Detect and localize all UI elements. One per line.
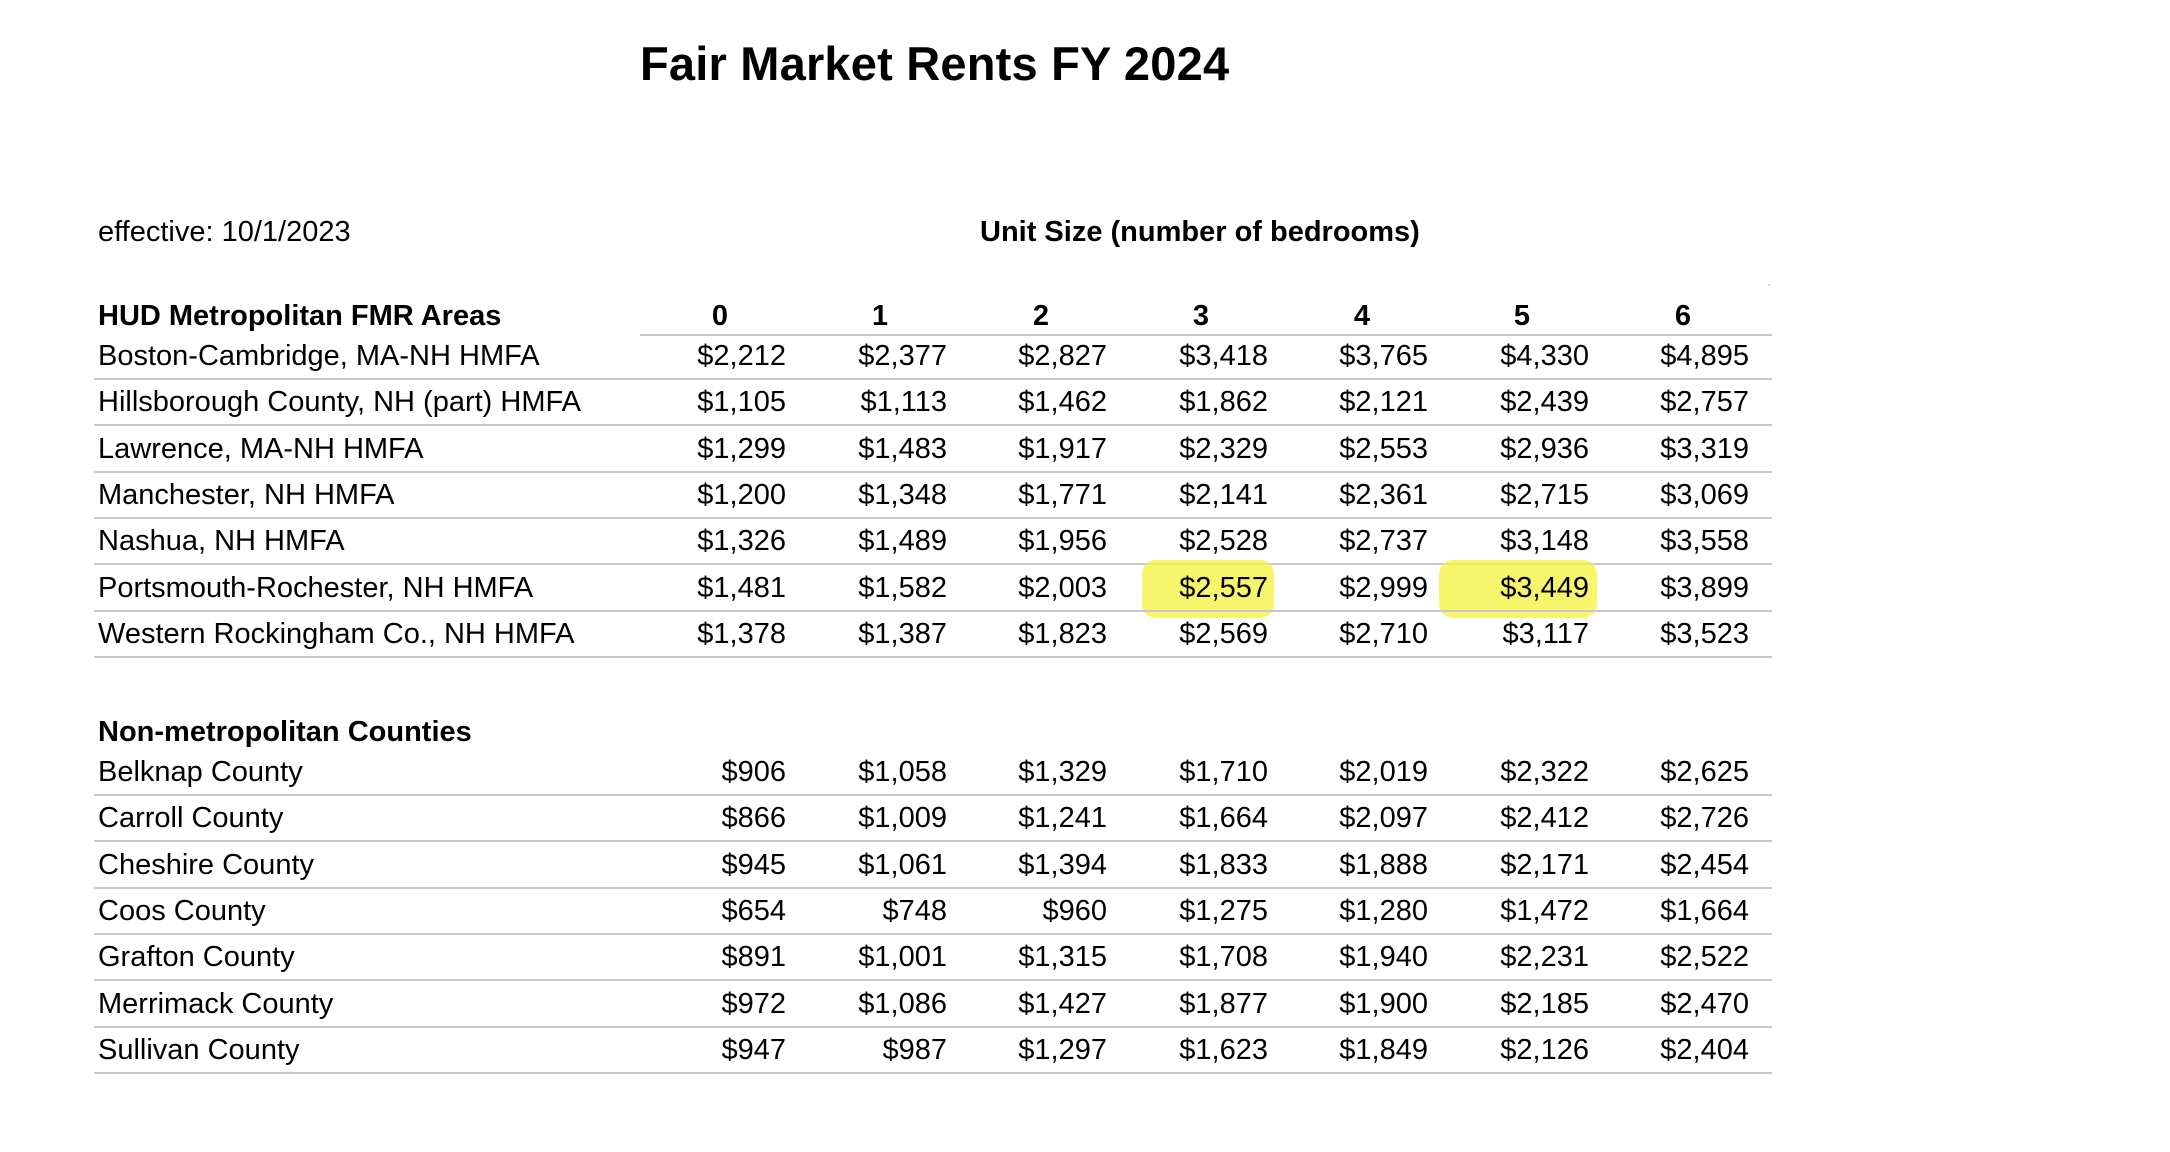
- row-name: Sullivan County: [98, 1033, 300, 1066]
- column-header-0: 0: [711, 300, 729, 332]
- metro-section-title: HUD Metropolitan FMR Areas: [98, 300, 502, 332]
- table-row: [0, 1028, 2170, 1074]
- rent-cell-2br: $1,823: [1018, 617, 1107, 650]
- row-name: Carroll County: [98, 802, 284, 835]
- rent-cell-1br: $1,113: [860, 386, 947, 419]
- rent-cell-3br: $1,710: [1179, 756, 1268, 788]
- rent-cell-6br: $3,069: [1660, 478, 1749, 511]
- rent-cell-6br: $2,404: [1660, 1033, 1749, 1066]
- row-rule: [94, 1072, 1772, 1074]
- rent-cell-6br: $2,470: [1660, 987, 1749, 1020]
- rent-cell-4br: $3,765: [1339, 340, 1428, 372]
- rent-cell-0br: $972: [721, 987, 786, 1020]
- rent-cell-5br: $2,185: [1500, 987, 1589, 1020]
- rent-cell-4br: $2,121: [1339, 386, 1428, 419]
- row-name: Merrimack County: [98, 987, 334, 1020]
- rent-cell-2br: $1,917: [1018, 432, 1107, 465]
- rent-cell-3br: $3,418: [1179, 340, 1268, 372]
- rent-cell-6br: $1,664: [1660, 894, 1749, 927]
- rent-cell-0br: $2,212: [697, 340, 786, 372]
- rent-cell-5br: $2,322: [1500, 756, 1589, 788]
- rent-cell-1br: $1,058: [858, 756, 947, 788]
- table-row: [0, 566, 2170, 612]
- rent-cell-0br: $1,481: [697, 571, 786, 604]
- row-name: Belknap County: [98, 756, 303, 788]
- rent-cell-6br: $2,625: [1660, 756, 1749, 788]
- scan-mark: [1768, 284, 1770, 286]
- rent-cell-6br: $3,899: [1660, 571, 1749, 604]
- rent-cell-0br: $891: [721, 941, 786, 974]
- nonmetro-section-title: Non-metropolitan Counties: [98, 716, 472, 748]
- rent-cell-5br: $3,148: [1500, 525, 1589, 558]
- row-name: Lawrence, MA-NH HMFA: [98, 432, 424, 465]
- rent-cell-1br: $2,377: [858, 340, 947, 372]
- table-row: [0, 982, 2170, 1028]
- rent-cell-1br: $1,387: [858, 617, 947, 650]
- rent-cell-2br: $1,315: [1018, 941, 1107, 974]
- rent-cell-3br: $2,141: [1179, 478, 1268, 511]
- rent-cell-1br: $1,061: [858, 848, 947, 881]
- rent-cell-2br: $2,003: [1018, 571, 1107, 604]
- unit-size-heading: Unit Size (number of bedrooms): [980, 216, 1420, 248]
- row-name: Nashua, NH HMFA: [98, 525, 345, 558]
- row-name: Cheshire County: [98, 848, 314, 881]
- page-title: Fair Market Rents FY 2024: [640, 37, 1230, 90]
- rent-cell-3br: $2,329: [1179, 432, 1268, 465]
- rent-cell-5br: $2,231: [1500, 941, 1589, 974]
- row-name: Grafton County: [98, 941, 295, 974]
- table-row: [0, 889, 2170, 935]
- table-row: [0, 612, 2170, 658]
- rent-cell-0br: $947: [721, 1033, 786, 1066]
- rent-cell-4br: $2,999: [1339, 571, 1428, 604]
- rent-cell-4br: $2,019: [1339, 756, 1428, 788]
- rent-cell-4br: $1,280: [1339, 894, 1428, 927]
- row-name: Hillsborough County, NH (part) HMFA: [98, 386, 581, 419]
- rent-cell-2br: $1,297: [1018, 1033, 1107, 1066]
- row-name: Coos County: [98, 894, 266, 927]
- rent-cell-2br: $960: [1042, 894, 1107, 927]
- rent-cell-1br: $987: [882, 1033, 947, 1066]
- effective-date: effective: 10/1/2023: [98, 216, 351, 248]
- rent-cell-6br: $3,523: [1660, 617, 1749, 650]
- table-row: [0, 380, 2170, 426]
- row-name: Boston-Cambridge, MA-NH HMFA: [98, 340, 540, 372]
- rent-cell-0br: $1,299: [697, 432, 786, 465]
- rent-cell-4br: $2,361: [1339, 478, 1428, 511]
- column-header-4: 4: [1353, 300, 1371, 332]
- rent-cell-2br: $1,394: [1018, 848, 1107, 881]
- rent-cell-4br: $2,737: [1339, 525, 1428, 558]
- rent-cell-1br: $1,348: [858, 478, 947, 511]
- rent-cell-2br: $1,771: [1018, 478, 1107, 511]
- rent-cell-4br: $1,888: [1339, 848, 1428, 881]
- column-header-6: 6: [1674, 300, 1692, 332]
- rent-cell-2br: $1,427: [1018, 987, 1107, 1020]
- rent-cell-1br: $748: [882, 894, 947, 927]
- rent-cell-3br: $1,275: [1179, 894, 1268, 927]
- rent-cell-5br: $3,449: [1500, 571, 1589, 604]
- rent-cell-3br: $1,664: [1179, 802, 1268, 835]
- rent-cell-3br: $1,833: [1179, 848, 1268, 881]
- row-name: Manchester, NH HMFA: [98, 478, 395, 511]
- rent-cell-5br: $1,472: [1500, 894, 1589, 927]
- rent-cell-1br: $1,483: [858, 432, 947, 465]
- rent-cell-4br: $2,553: [1339, 432, 1428, 465]
- rent-cell-0br: $1,326: [697, 525, 786, 558]
- rent-cell-6br: $2,757: [1660, 386, 1749, 419]
- rent-cell-6br: $3,558: [1660, 525, 1749, 558]
- rent-cell-1br: $1,009: [858, 802, 947, 835]
- rent-cell-3br: $1,877: [1179, 987, 1268, 1020]
- rent-cell-4br: $1,940: [1339, 941, 1428, 974]
- rent-cell-2br: $2,827: [1018, 340, 1107, 372]
- rent-cell-1br: $1,582: [858, 571, 947, 604]
- column-header-2: 2: [1032, 300, 1050, 332]
- rent-cell-3br: $2,569: [1179, 617, 1268, 650]
- rent-cell-2br: $1,241: [1018, 802, 1107, 835]
- rent-cell-2br: $1,462: [1018, 386, 1107, 419]
- rent-cell-6br: $4,895: [1660, 340, 1749, 372]
- rent-cell-2br: $1,956: [1018, 525, 1107, 558]
- rent-cell-3br: $2,528: [1179, 525, 1268, 558]
- rent-cell-3br: $1,862: [1179, 386, 1268, 419]
- rent-cell-0br: $1,378: [697, 617, 786, 650]
- rent-cell-2br: $1,329: [1018, 756, 1107, 788]
- row-name: Portsmouth-Rochester, NH HMFA: [98, 571, 534, 604]
- rent-cell-5br: $2,936: [1500, 432, 1589, 465]
- rent-cell-5br: $2,171: [1500, 848, 1589, 881]
- rent-cell-4br: $2,097: [1339, 802, 1428, 835]
- rent-cell-5br: $3,117: [1502, 617, 1589, 650]
- rent-cell-6br: $3,319: [1660, 432, 1749, 465]
- rent-cell-3br: $1,708: [1179, 941, 1268, 974]
- rent-cell-3br: $1,623: [1179, 1033, 1268, 1066]
- rent-cell-0br: $906: [721, 756, 786, 788]
- row-name: Western Rockingham Co., NH HMFA: [98, 617, 575, 650]
- rent-cell-6br: $2,522: [1660, 941, 1749, 974]
- column-header-5: 5: [1513, 300, 1531, 332]
- rent-cell-5br: $4,330: [1500, 340, 1589, 372]
- rent-cell-1br: $1,001: [858, 941, 947, 974]
- rent-cell-0br: $866: [721, 802, 786, 835]
- table-row: [0, 473, 2170, 519]
- rent-cell-5br: $2,126: [1500, 1033, 1589, 1066]
- column-header-1: 1: [871, 300, 889, 332]
- rent-cell-4br: $1,900: [1339, 987, 1428, 1020]
- rent-cell-6br: $2,726: [1660, 802, 1749, 835]
- rent-cell-4br: $1,849: [1339, 1033, 1428, 1066]
- rent-cell-4br: $2,710: [1339, 617, 1428, 650]
- rent-cell-0br: $1,105: [697, 386, 786, 419]
- column-header-3: 3: [1192, 300, 1210, 332]
- rent-cell-5br: $2,439: [1500, 386, 1589, 419]
- table-row: [0, 796, 2170, 842]
- rent-cell-0br: $1,200: [697, 478, 786, 511]
- rent-cell-1br: $1,489: [858, 525, 947, 558]
- table-row: [0, 334, 2170, 380]
- table-row: [0, 519, 2170, 565]
- rent-cell-0br: $945: [721, 848, 786, 881]
- rent-cell-5br: $2,715: [1500, 478, 1589, 511]
- rent-cell-6br: $2,454: [1660, 848, 1749, 881]
- rent-cell-5br: $2,412: [1500, 802, 1589, 835]
- table-row: [0, 843, 2170, 889]
- row-rule: [94, 656, 1772, 658]
- rent-cell-1br: $1,086: [858, 987, 947, 1020]
- table-row: [0, 427, 2170, 473]
- rent-cell-0br: $654: [721, 894, 786, 927]
- table-row: [0, 935, 2170, 981]
- table-row: [0, 750, 2170, 796]
- rent-cell-3br: $2,557: [1179, 571, 1268, 604]
